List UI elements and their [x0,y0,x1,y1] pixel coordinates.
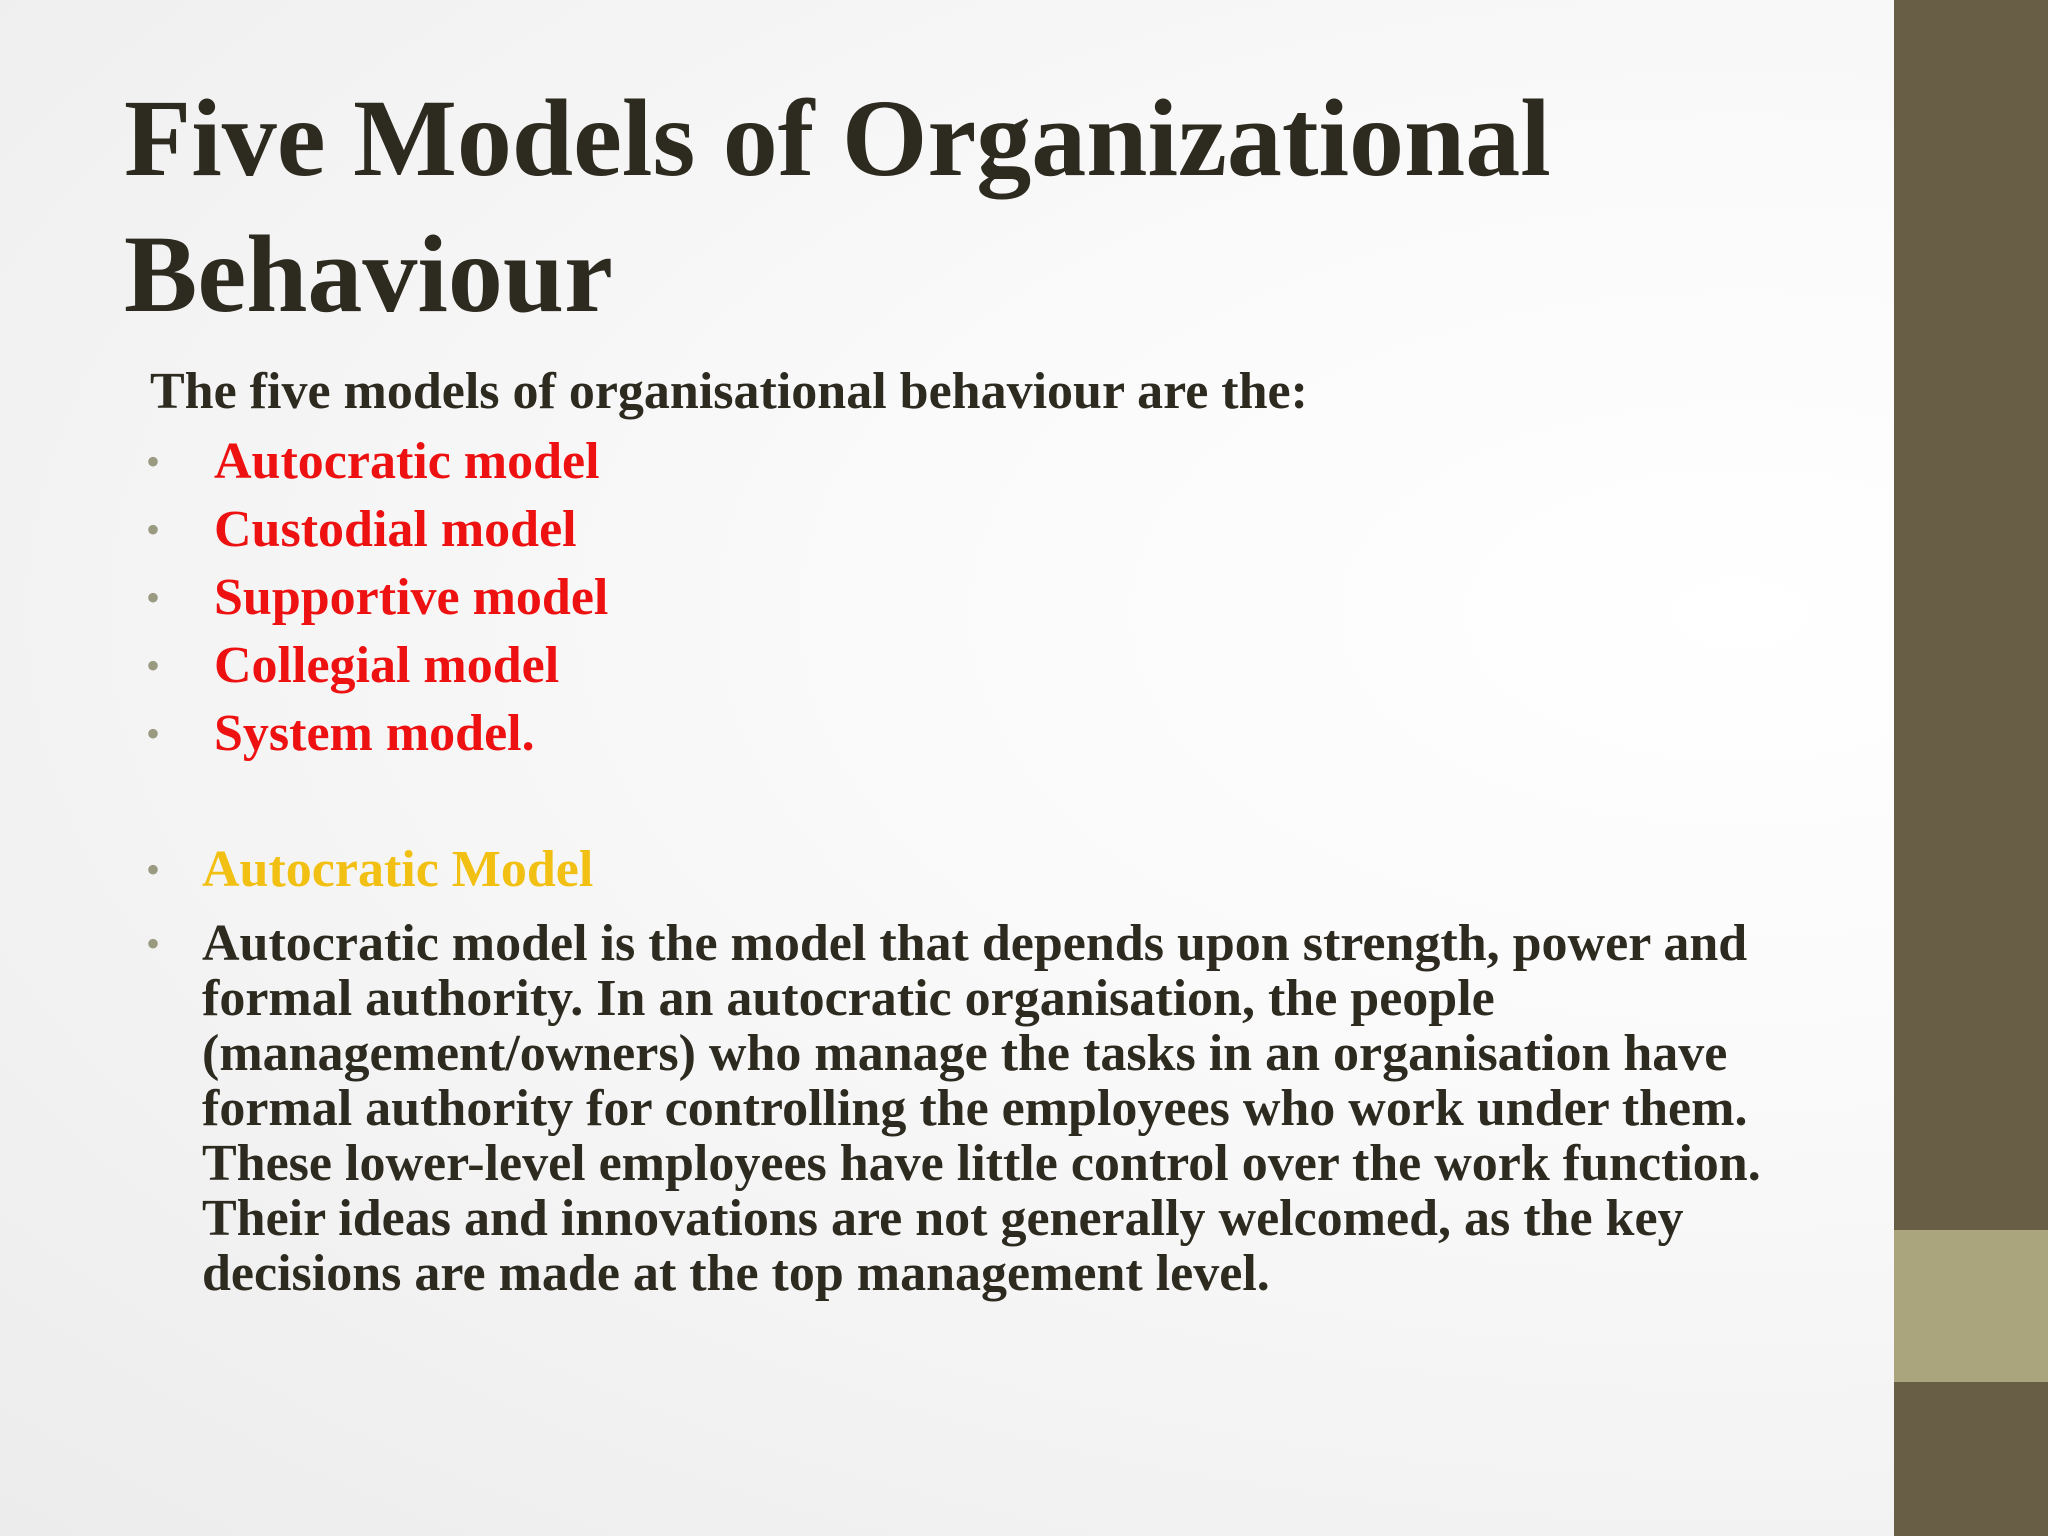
models-list [146,428,608,768]
section-list [146,838,1806,1301]
list-item [146,632,608,700]
section-heading: Autocratic Model [202,841,594,898]
model-label: Collegial model [214,637,560,694]
list-item [146,700,608,768]
bullet-icon: • [146,507,161,552]
list-item [146,564,608,632]
model-label: System model. [214,705,535,762]
intro-text: The five models of organisational behaviour are the: [150,363,1308,420]
bullet-icon: • [146,711,161,756]
bullet-icon: • [146,847,161,892]
model-label: Supportive model [214,569,609,626]
list-item [146,496,608,564]
section-body-item [146,916,1806,1301]
section-heading-item [146,838,1806,902]
side-accent-block [1894,1230,2048,1382]
bullet-icon: • [146,439,161,484]
bullet-icon: • [146,575,161,620]
bullet-icon: • [146,643,161,688]
slide-title: Five Models of Organizational Behaviour [124,77,1551,335]
section-body: Autocratic model is the model that depends upon strength, power and formal authority. In an autocratic organisation, the people (management/owners) who manage the tasks in an organisation have formal authority for controlling the employees who work under them. These lower-level employees have little control over the work function. Their ideas and innovations are not generally welcomed, as the key decisions are made at the top management level. [202,915,1761,1302]
model-label: Custodial model [214,501,577,558]
list-item [146,428,608,496]
model-label: Autocratic model [214,433,600,490]
bullet-icon: • [146,921,161,966]
